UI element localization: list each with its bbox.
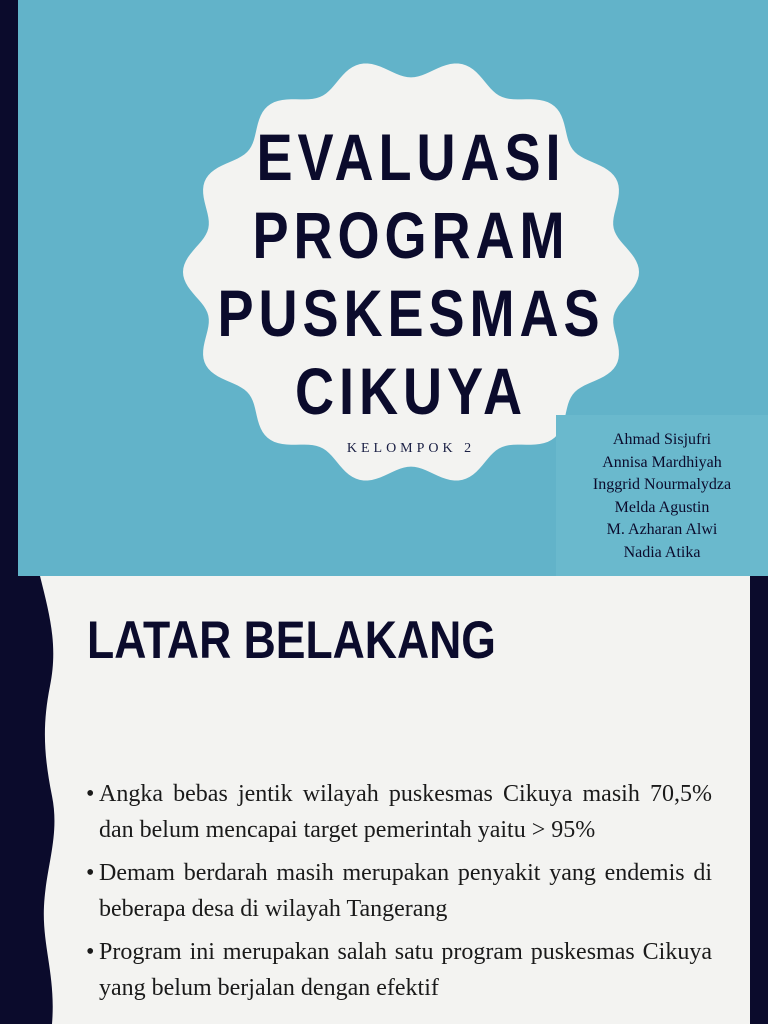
member-name: Ahmad Sisjufri [612,431,712,448]
presentation-title [212,118,611,430]
title-line: PUSKESMAS [217,276,605,350]
title-line: CIKUYA [294,354,528,428]
bullet-text: Demam berdarah masih merupakan penyakit yang endemis di beberapa desa di wilayah Tangerang [99,860,712,922]
section-heading: LATAR BELAKANG [87,611,496,670]
title-line: PROGRAM [252,198,570,272]
member-name: Nadia Atika [623,543,701,561]
title-line: EVALUASI [256,120,566,194]
bullet-text: Angka bebas jentik wilayah puskesmas Cikuya masih 70,5% dan belum mencapai target pemerintah yaitu > 95% [99,781,712,843]
bullet-marker: • [86,781,95,807]
bullet-item [86,934,712,1006]
wavy-edge [0,576,60,1024]
member-name: Annisa Mardhiyah [602,453,722,471]
bullet-item [86,855,712,927]
member-name: Melda Agustin [614,498,710,516]
content-slide [0,576,768,1024]
bullet-marker: • [86,939,95,965]
title-slide [18,0,768,576]
bullet-text: Program ini merupakan salah satu program puskesmas Cikuya yang belum berjalan dengan efektif [99,939,712,1001]
bullet-list [86,776,712,1013]
bullet-marker: • [86,860,95,886]
member-name: M. Azharan Alwi [606,521,718,538]
group-subtitle: KELOMPOK 2 [346,441,476,456]
member-list [556,415,768,576]
bullet-item [86,776,712,848]
member-name: Inggrid Nourmalydza [592,476,732,493]
